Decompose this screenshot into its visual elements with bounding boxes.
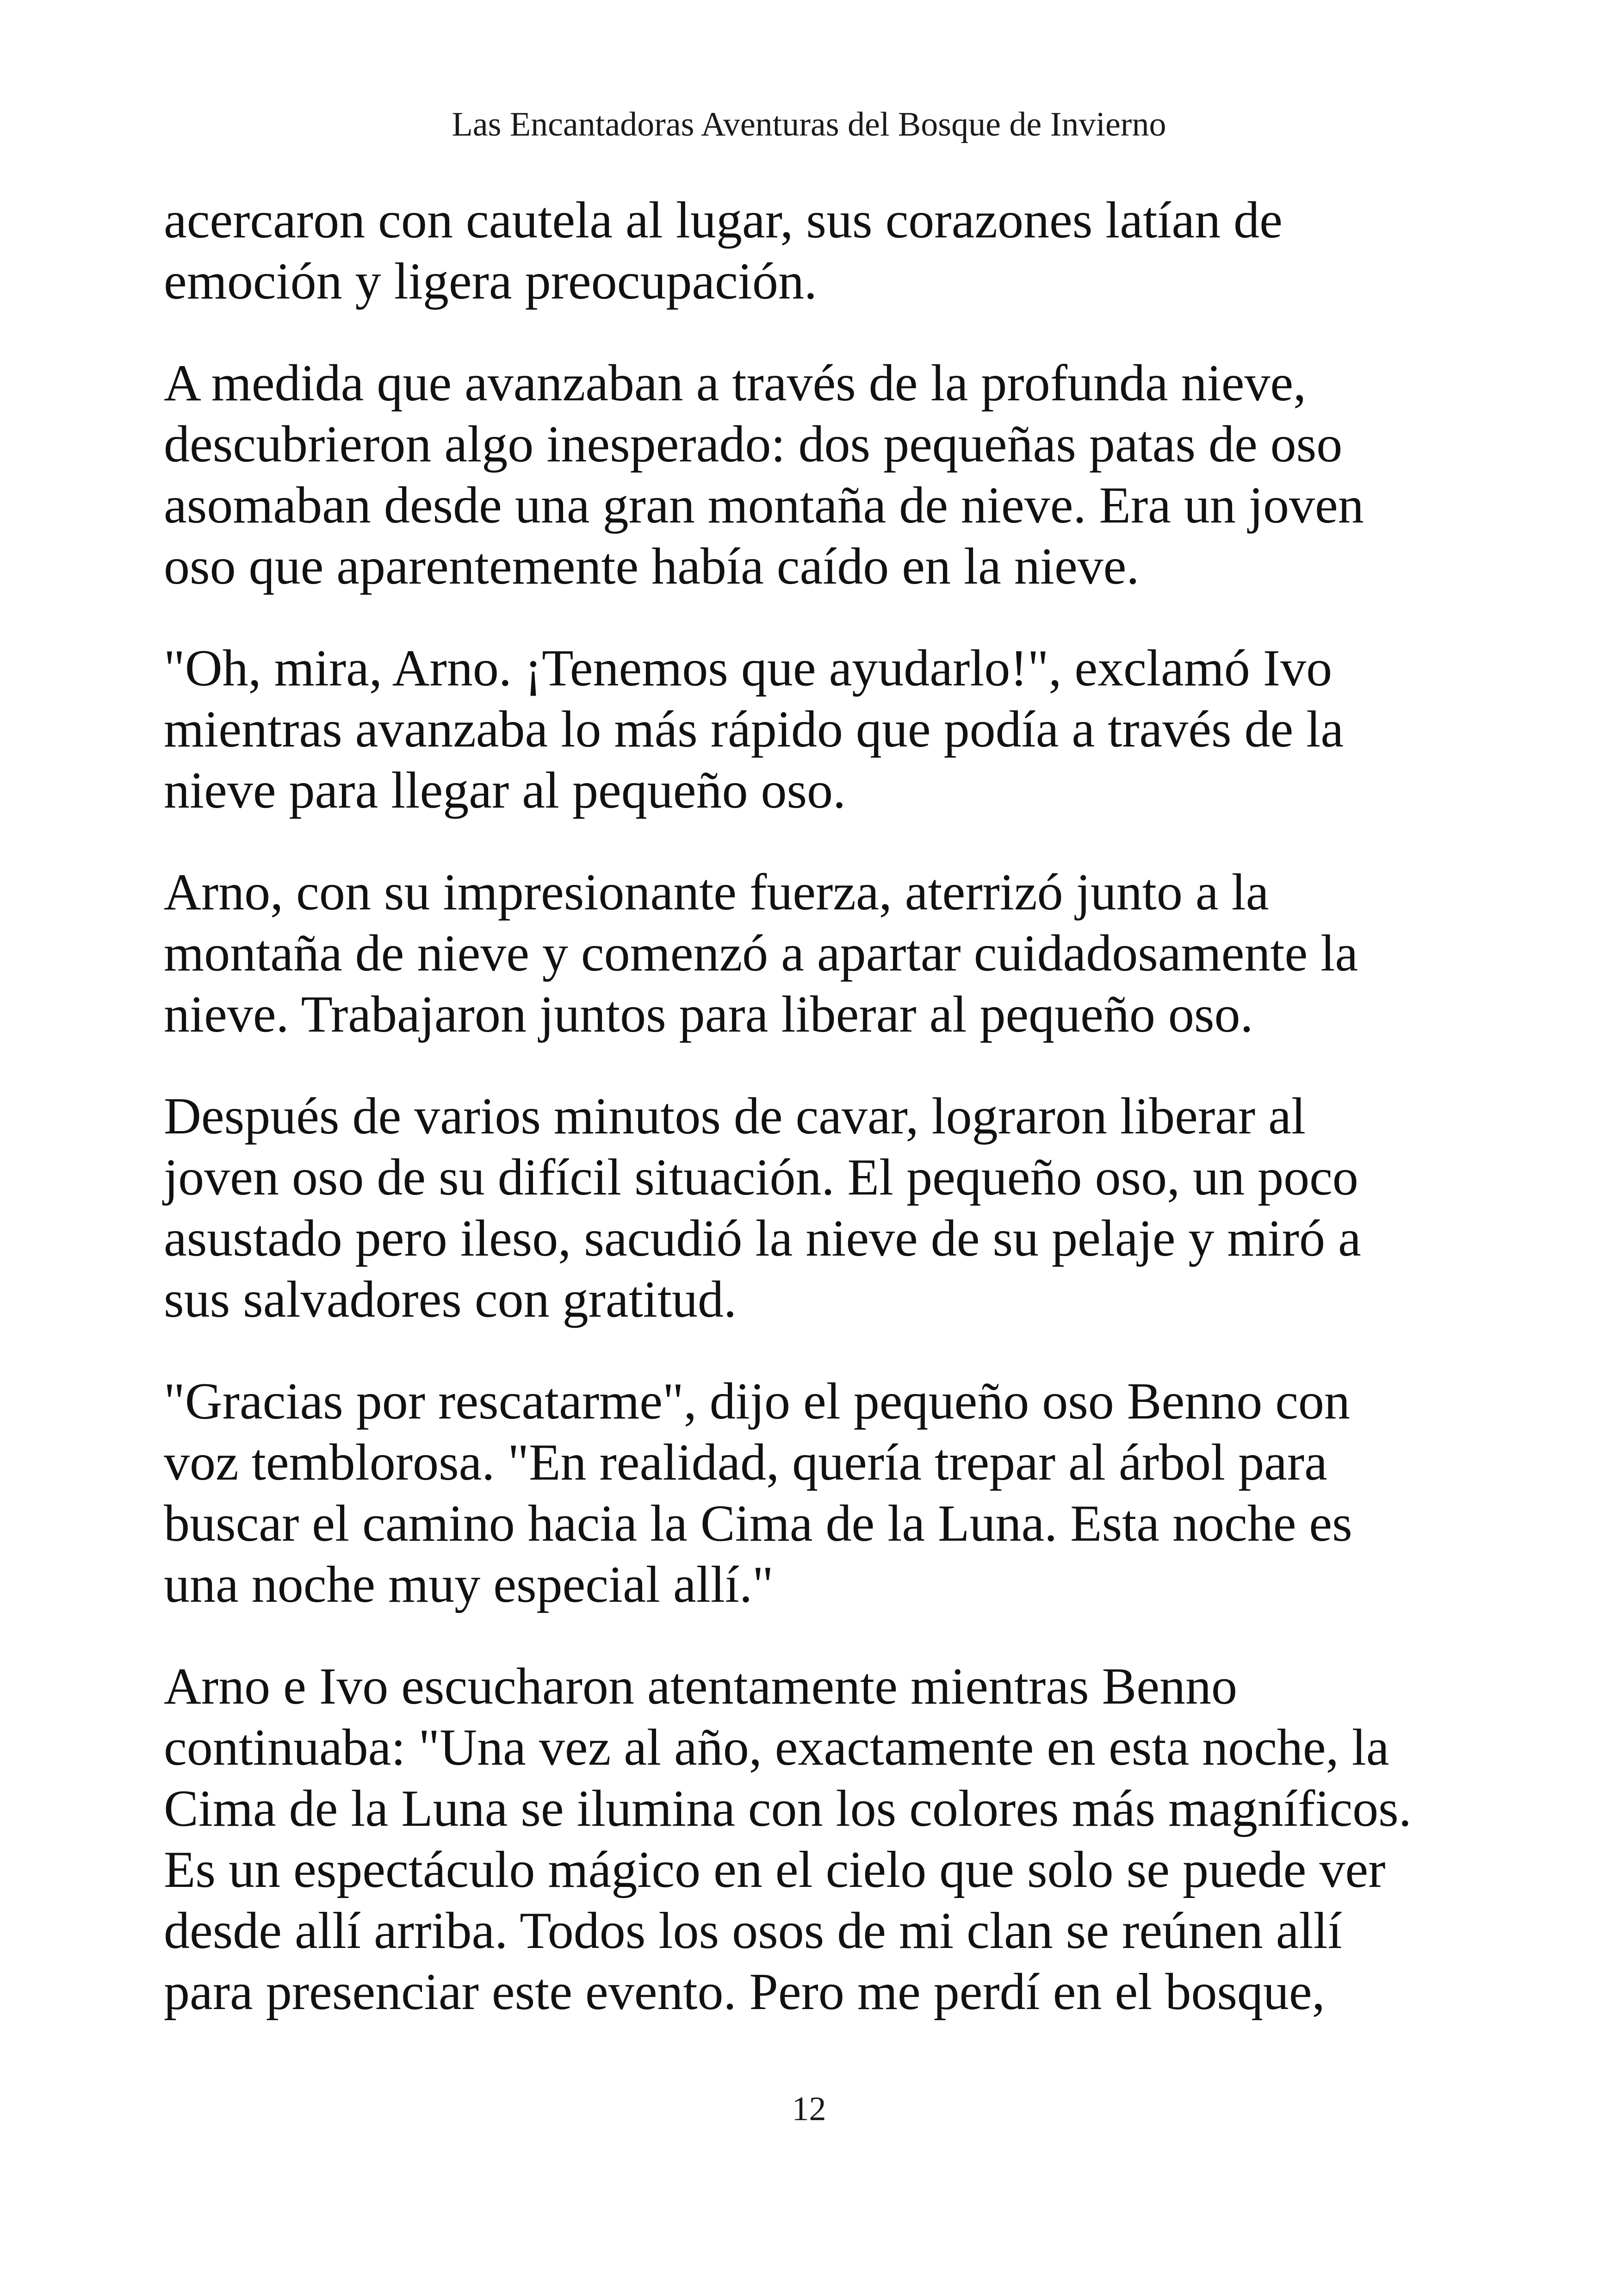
text-line: Arno, con su impresionante fuerza, aterrizó junto a la — [164, 864, 1269, 921]
text-line: nieve. Trabajaron juntos para liberar al pequeño oso. — [164, 986, 1253, 1043]
paragraph — [164, 353, 1455, 597]
text-line: Cima de la Luna se ilumina con los colores más magníficos. — [164, 1780, 1412, 1837]
text-line: mientras avanzaba lo más rápido que podía a través de la — [164, 701, 1344, 758]
paragraph — [164, 862, 1455, 1045]
text-line: desde allí arriba. Todos los osos de mi clan se reúnen allí — [164, 1902, 1342, 1960]
text-line: una noche muy especial allí." — [164, 1556, 774, 1613]
paragraph — [164, 638, 1455, 821]
paragraph — [164, 1656, 1455, 2022]
text-line: descubrieron algo inesperado: dos pequeñas patas de oso — [164, 416, 1343, 473]
text-line: Arno e Ivo escucharon atentamente mientras Benno — [164, 1658, 1238, 1715]
text-line: Es un espectáculo mágico en el cielo que solo se puede ver — [164, 1841, 1386, 1898]
text-line: oso que aparentemente había caído en la nieve. — [164, 538, 1140, 595]
text-line: "Gracias por rescatarme", dijo el pequeño oso Benno con — [164, 1373, 1350, 1430]
page-number: 12 — [792, 2090, 826, 2128]
text-line: montaña de nieve y comenzó a apartar cuidadosamente la — [164, 925, 1358, 982]
paragraph — [164, 190, 1455, 312]
text-line: A medida que avanzaban a través de la profunda nieve, — [164, 355, 1307, 412]
text-line: para presenciar este evento. Pero me perdí en el bosque, — [164, 1963, 1325, 2021]
text-line: acercaron con cautela al lugar, sus corazones latían de — [164, 192, 1283, 249]
text-line: nieve para llegar al pequeño oso. — [164, 762, 846, 819]
paragraph — [164, 1086, 1455, 1330]
text-line: voz temblorosa. "En realidad, quería trepar al árbol para — [164, 1434, 1327, 1491]
text-line: "Oh, mira, Arno. ¡Tenemos que ayudarlo!", exclamó Ivo — [164, 640, 1333, 697]
running-header-title: Las Encantadoras Aventuras del Bosque de Invierno — [452, 106, 1166, 143]
paragraph — [164, 1371, 1455, 1615]
body-text — [164, 190, 1455, 2063]
text-line: asustado pero ileso, sacudió la nieve de su pelaje y miró a — [164, 1210, 1361, 1267]
text-line: sus salvadores con gratitud. — [164, 1271, 737, 1328]
text-line: joven oso de su difícil situación. El pequeño oso, un poco — [164, 1149, 1358, 1206]
text-line: asomaban desde una gran montaña de nieve. Era un joven — [164, 477, 1364, 534]
text-line: Después de varios minutos de cavar, lograron liberar al — [164, 1088, 1306, 1145]
text-line: emoción y ligera preocupación. — [164, 253, 817, 310]
text-line: buscar el camino hacia la Cima de la Luna. Esta noche es — [164, 1495, 1352, 1552]
text-line: continuaba: "Una vez al año, exactamente en esta noche, la — [164, 1719, 1389, 1776]
